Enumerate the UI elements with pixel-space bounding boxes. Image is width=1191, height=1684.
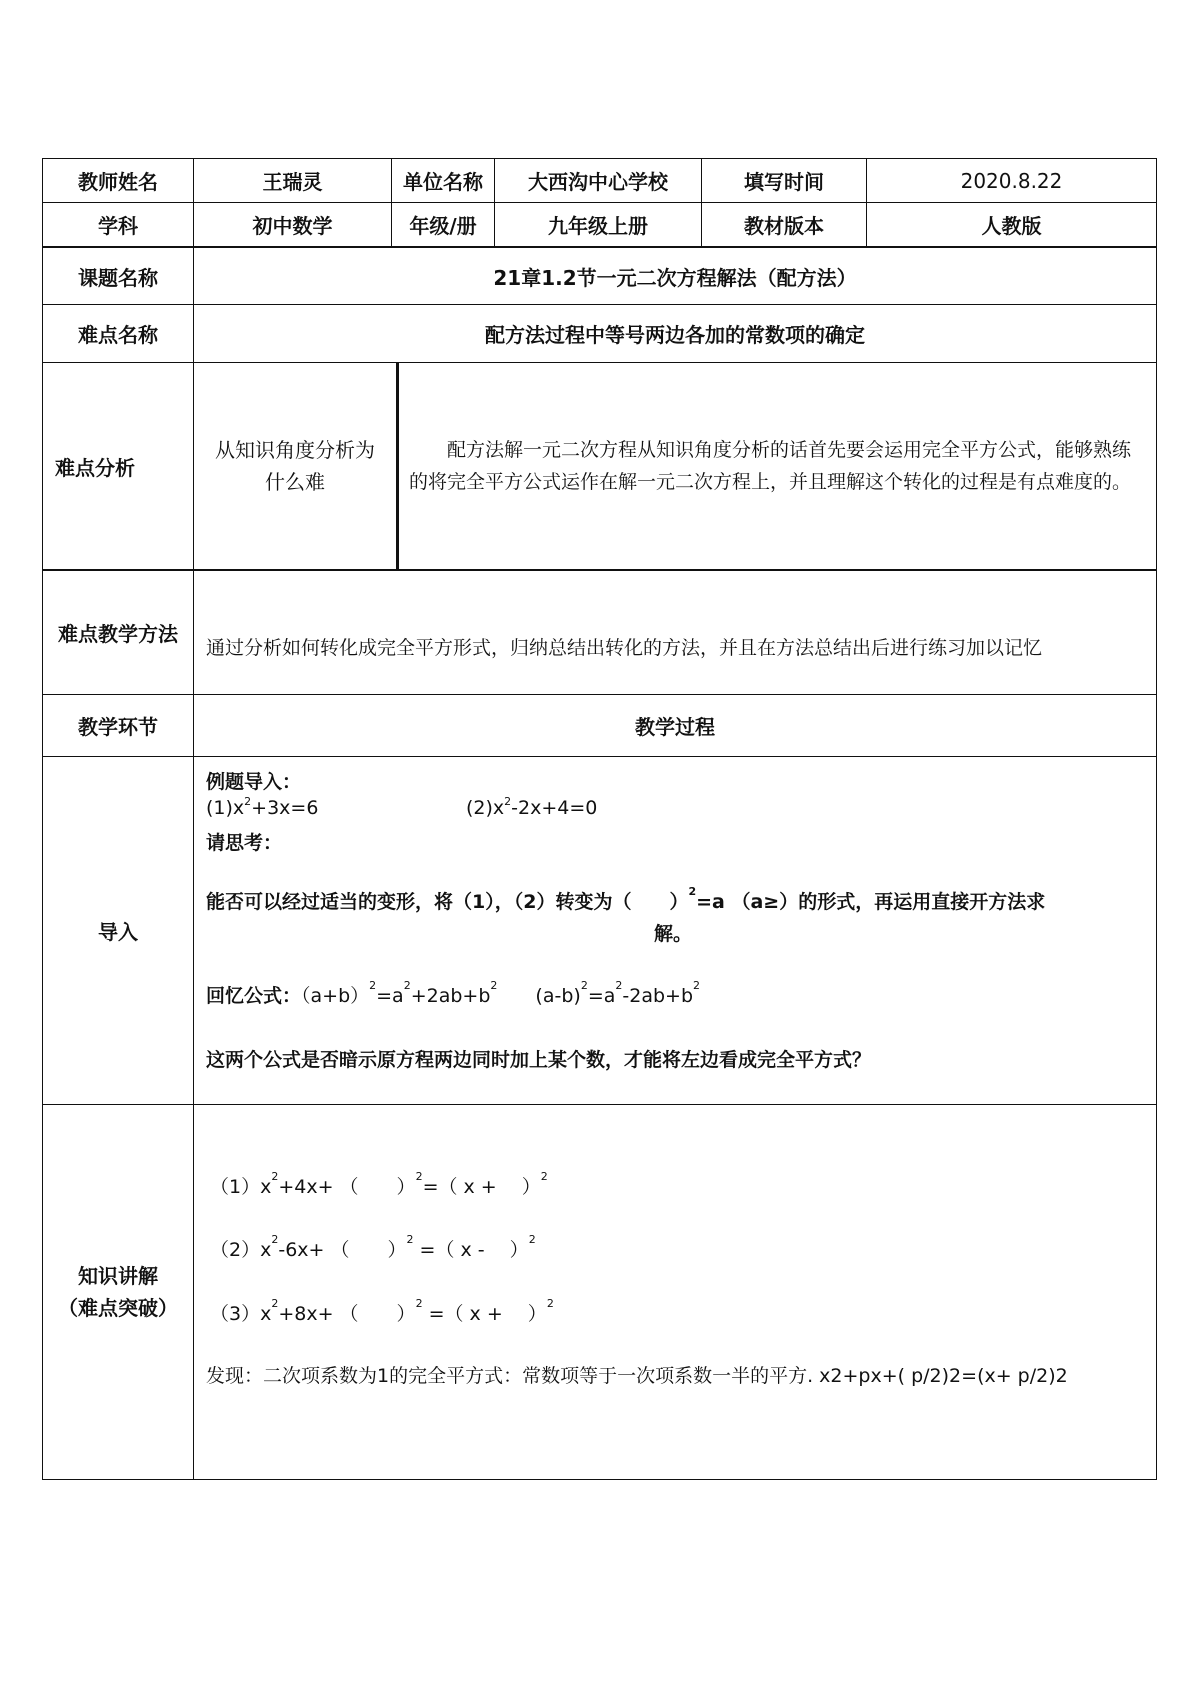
method-text: 通过分析如何转化成完全平方形式，归纳总结出转化的方法，并且在方法总结出后进行练习加以记忆 <box>206 637 1043 659</box>
subject-label: 学科 <box>42 203 194 247</box>
unit-label: 单位名称 <box>392 158 495 203</box>
intro-formula: 回忆公式：$(a+b)^2=a^2+2ab+b^2$ $(a-b)^2=a^2-2ab+b^2$ <box>206 979 701 1007</box>
intro-think: 请思考： <box>206 832 283 854</box>
time-value: 2020.8.22 <box>867 158 1157 203</box>
topic-value: 21章1.2节一元二次方程解法（配方法） <box>194 247 1157 305</box>
method-text-cell <box>194 570 1157 695</box>
difficulty-label: 难点名称 <box>42 305 194 363</box>
analysis-sublabel-text: 从知识角度分析为什么难 <box>215 438 375 494</box>
knowledge-ex3: $(3)x^2+8x+$ （ ）$^2$ =（ x + ）$^2$ <box>210 1297 554 1325</box>
intro-label: 导入 <box>42 757 194 1105</box>
difficulty-value: 配方法过程中等号两边各加的常数项的确定 <box>194 305 1157 363</box>
grade-label: 年级/册 <box>392 203 495 247</box>
intro-eq1: $(1)x^2+3x=6$ <box>206 795 319 819</box>
intro-hint: 这两个公式是否暗示原方程两边同时加上某个数，才能将左边看成完全平方式？ <box>206 1049 872 1071</box>
knowledge-ex1: $(1)x^2+4x+$ （ ）$^2$=（ x + ）$^2$ <box>210 1170 548 1198</box>
method-label: 难点教学方法 <box>42 570 194 695</box>
process-header-value: 教学过程 <box>194 695 1157 757</box>
time-label: 填写时间 <box>702 158 867 203</box>
intro-question-end: 解。 <box>654 923 693 945</box>
analysis-label: 难点分析 <box>42 363 194 570</box>
grade-value: 九年级上册 <box>495 203 702 247</box>
knowledge-finding: 发现：二次项系数为1的完全平方式：常数项等于一次项系数一半的平方. x2+px+( p/2)2=(x+ p/2)2 <box>206 1365 1068 1387</box>
knowledge-label-line2: （难点突破） <box>58 1296 178 1320</box>
intro-question: 能否可以经过适当的变形，将（1），（2）转变为（ ）$^2$=a （a≥）的形式，再运用直接开方法求 <box>206 885 1046 913</box>
process-header-label: 教学环节 <box>42 695 194 757</box>
intro-content <box>194 757 1157 1105</box>
knowledge-label <box>42 1105 194 1480</box>
unit-value: 大西沟中心学校 <box>495 158 702 203</box>
teacher-label: 教师姓名 <box>42 158 194 203</box>
knowledge-ex2: $(2)x^2-6x+$ （ ）$^2$ =（ x - ）$^2$ <box>210 1233 536 1261</box>
teacher-value: 王瑞灵 <box>194 158 392 203</box>
edition-label: 教材版本 <box>702 203 867 247</box>
knowledge-content <box>194 1105 1157 1480</box>
edition-value: 人教版 <box>867 203 1157 247</box>
intro-example-title: 例题导入： <box>206 771 302 793</box>
analysis-text: 配方法解一元二次方程从知识角度分析的话首先要会运用完全平方公式，能够熟练的将完全平方公式运作在解一元二次方程上，并且理解这个转化的过程是有点难度的。 <box>409 439 1132 493</box>
knowledge-label-line1: 知识讲解 <box>78 1264 158 1288</box>
analysis-sublabel <box>194 363 399 570</box>
topic-label: 课题名称 <box>42 247 194 305</box>
analysis-text-cell <box>399 363 1157 570</box>
subject-value: 初中数学 <box>194 203 392 247</box>
intro-eq2: $(2)x^2-2x+4=0$ <box>466 795 598 819</box>
